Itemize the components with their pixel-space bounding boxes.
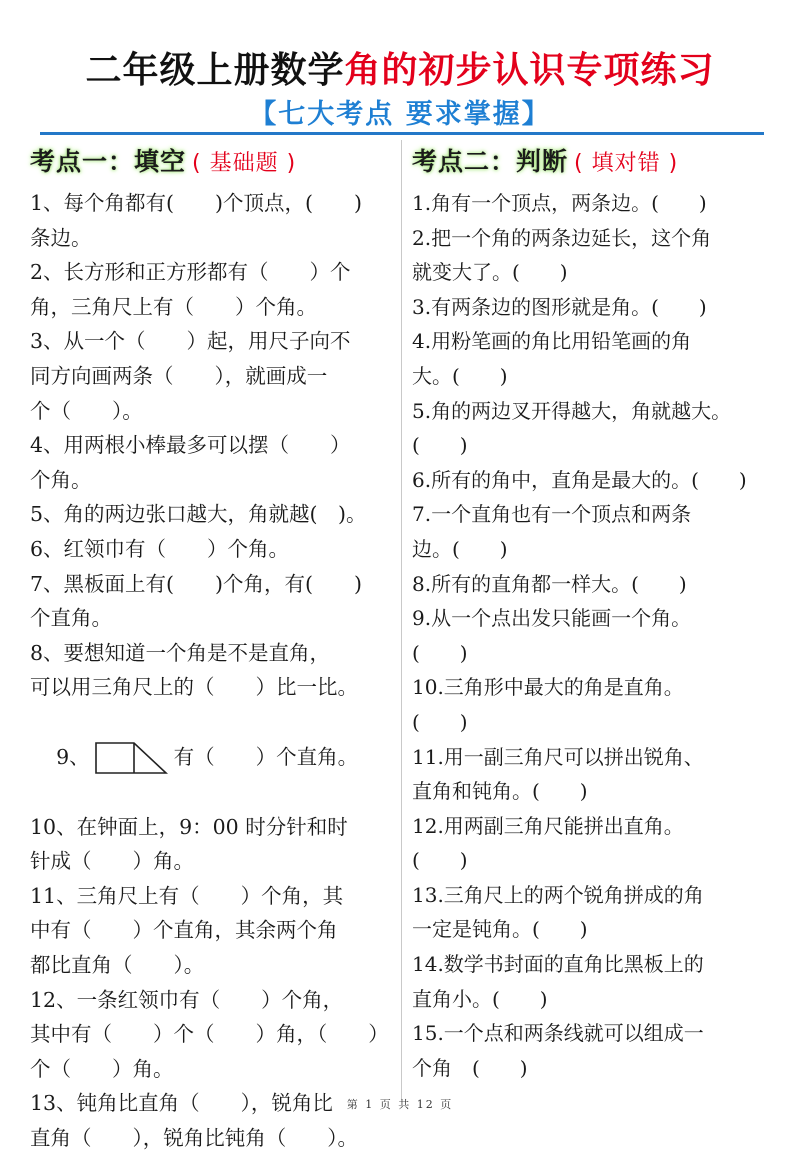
question-line: 4.用粉笔画的角比用铅笔画的角 — [412, 329, 692, 354]
question-line: 同方向画两条（ ），就画成一 — [30, 363, 328, 388]
question-line: 1.角有一个顶点，两条边。( ) — [412, 191, 707, 215]
question-line-item9 — [30, 705, 396, 810]
question-line: 4、用两根小棒最多可以摆（ ） — [30, 433, 351, 458]
question-line: 12、一条红领巾有（ ）个角， — [30, 987, 344, 1012]
section-heading-sub: ( 基础题 ) — [192, 151, 297, 176]
question-line: 角，三角尺上有（ ）个角。 — [30, 294, 317, 319]
right-question-list — [412, 186, 784, 1085]
question-line: 6、红领巾有（ ）个角。 — [30, 536, 290, 561]
question-line: ( ) — [412, 848, 468, 873]
question-line: 一定是钝角。( ) — [412, 917, 588, 942]
question-line: 10.三角形中最大的角是直角。 — [412, 675, 684, 700]
question-line: 8.所有的直角都一样大。( ) — [412, 571, 687, 596]
question-line: 2、长方形和正方形都有（ ）个 — [30, 260, 351, 285]
question-line: 都比直角（ ）。 — [30, 952, 205, 977]
question-line: 个角 ( ) — [412, 1055, 528, 1080]
question-line: 个直角。 — [30, 606, 112, 631]
section-heading-text: 考点一：填空 — [30, 147, 187, 176]
question-line: 针成（ ）角。 — [30, 849, 194, 874]
question-line: 7.一个直角也有一个顶点和两条 — [412, 502, 692, 527]
section-heading-true-false — [412, 142, 784, 186]
page-title — [0, 42, 800, 93]
title-grade: 二年级上册数学 — [85, 50, 345, 91]
question-line: 其中有（ ）个（ ）角，（ ） — [30, 1022, 389, 1047]
question-line: 11、三角尺上有（ ）个角，其 — [30, 883, 344, 908]
question-line: 3.有两条边的图形就是角。( ) — [412, 294, 707, 319]
left-column — [30, 142, 396, 1156]
question-line: 就变大了。( ) — [412, 260, 568, 285]
question-line: 个（ ）角。 — [30, 1056, 174, 1081]
question-line: ( ) — [412, 640, 468, 665]
question-line: 5.角的两边叉开得越大，角就越大。 — [412, 398, 732, 423]
column-divider — [401, 140, 402, 1100]
question-line: 12.用两副三角尺能拼出直角。 — [412, 813, 684, 838]
page-subtitle: 【七大考点 要求掌握】 — [249, 99, 551, 130]
section-heading-sub: ( 填对错 ) — [574, 151, 679, 176]
title-topic: 角的初步认识专项练习 — [344, 50, 715, 91]
question-line: 大。( ) — [412, 363, 508, 388]
question-line: 直角（ ），锐角比钝角（ ）。 — [30, 1125, 358, 1150]
question-line: 2.把一个角的两条边延长，这个角 — [412, 225, 712, 250]
right-column — [412, 142, 784, 1085]
question-line: 边。( ) — [412, 536, 508, 561]
question-line: 10、在钟面上，9：00 时分针和时 — [30, 814, 348, 839]
question-line: 13、钝角比直角（ ），锐角比 — [30, 1091, 333, 1116]
question-line: 5、角的两边张口越大，角就越( )。 — [30, 502, 367, 527]
item9-prefix: 9、 — [56, 744, 90, 769]
question-line: 个（ ）。 — [30, 398, 143, 423]
question-line: 9.从一个点出发只能画一个角。 — [412, 606, 692, 631]
question-line: ( ) — [412, 433, 468, 458]
question-line: 15.一个点和两条线就可以组成一 — [412, 1021, 704, 1046]
question-line: 8、要想知道一个角是不是直角， — [30, 640, 331, 665]
question-line: 14.数学书封面的直角比黑板上的 — [412, 952, 704, 977]
question-line: 可以用三角尺上的（ ）比一比。 — [30, 675, 358, 700]
question-line: ( ) — [412, 709, 468, 734]
question-line: 3、从一个（ ）起，用尺子向不 — [30, 329, 351, 354]
question-line: 11.用一副三角尺可以拼出锐角、 — [412, 744, 704, 769]
question-line: 7、黑板面上有( )个角，有( ) — [30, 571, 363, 596]
question-line: 中有（ ）个直角，其余两个角 — [30, 918, 338, 943]
question-line: 个角。 — [30, 467, 92, 492]
page-footer: 第 1 页 共 12 页 — [346, 1098, 454, 1111]
question-line: 1、每个角都有( )个顶点，( ) — [30, 191, 363, 215]
question-line: 直角和钝角。( ) — [412, 779, 588, 804]
item9-suffix: 有（ ）个直角。 — [173, 744, 359, 769]
right-trapezoid-figure-icon — [94, 741, 168, 775]
question-line: 13.三角尺上的两个锐角拼成的角 — [412, 882, 704, 907]
section-heading-text: 考点二：判断 — [412, 147, 569, 176]
question-line: 直角小。( ) — [412, 986, 548, 1011]
header-rule — [40, 132, 764, 135]
question-line: 条边。 — [30, 225, 92, 250]
section-heading-fill-blank — [30, 142, 396, 186]
left-question-list — [30, 186, 396, 705]
question-line: 6.所有的角中，直角是最大的。( ) — [412, 467, 747, 492]
